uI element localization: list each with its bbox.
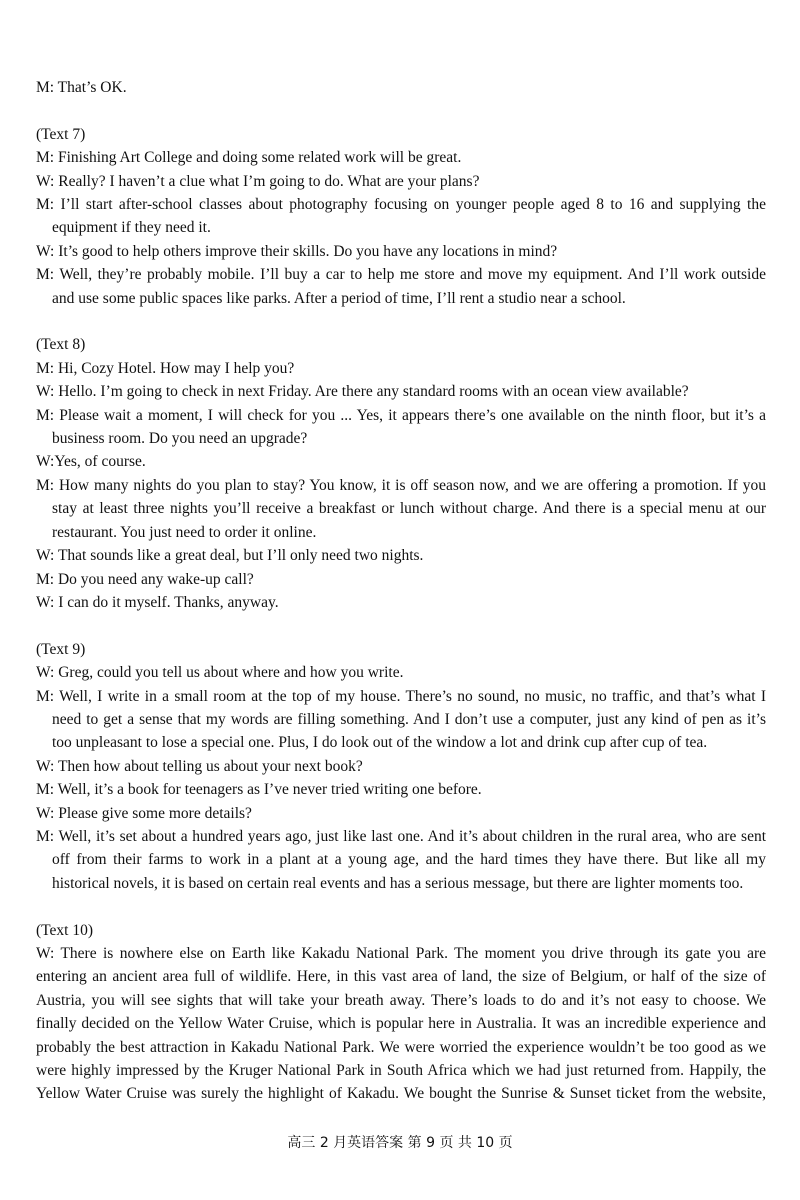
dialogue-line: W: Then how about telling us about your next book? [36,757,363,775]
monologue-line: Yellow Water Cruise was surely the highlight of Kakadu. We bought the Sunrise & Sunset ticket from the website, [36,1085,766,1103]
dialogue-line: W:Yes, of course. [36,453,146,471]
dialogue-line: M: Please wait a moment, I will check for you ... Yes, it appears there’s one available on the ninth floor, but it’s a [36,406,766,424]
dialogue-line: M: Finishing Art College and doing some related work will be great. [36,149,462,167]
paragraph-gap [36,895,766,918]
dialogue-line: M: I’ll start after-school classes about photography focusing on younger people aged 8 to 16 and supplying the [36,196,766,214]
dialogue-line-continuation: stay at least three nights you’ll receive a breakfast or lunch without charge. And there is a special menu at our [52,500,766,518]
section-heading-text-7: (Text 7) [36,125,86,143]
paragraph-gap [36,310,766,333]
monologue-line: finally decided on the Yellow Water Cruise, which is popular here in Australia. It was an incredible experience and [36,1015,766,1033]
monologue-line: were highly impressed by the Kruger National Park in South Africa which we had just returned from. Happily, the [36,1062,766,1079]
dialogue-line: W: Please give some more details? [36,804,252,822]
section-heading-text-10: (Text 10) [36,921,94,939]
dialogue-line: W: That sounds like a great deal, but I’ll only need two nights. [36,547,424,565]
dialogue-line: W: I can do it myself. Thanks, anyway. [36,593,279,611]
paragraph-gap [36,99,766,122]
dialogue-line: M: Well, it’s a book for teenagers as I’ve never tried writing one before. [36,781,482,799]
section-heading-text-8: (Text 8) [36,336,86,354]
dialogue-line: M: Well, I write in a small room at the top of my house. There’s no sound, no music, no traffic, and that’s what I [36,687,766,705]
dialogue-line-continuation: business room. Do you need an upgrade? [52,430,308,448]
dialogue-line: W: Hello. I’m going to check in next Friday. Are there any standard rooms with an ocean view available? [36,383,689,401]
dialogue-line-continuation: historical novels, it is based on certain real events and has a serious message, but there are lighter moments too. [52,874,744,892]
dialogue-line: M: That’s OK. [36,79,127,96]
dialogue-line-continuation: off from their farms to work in a plant at a young age, and the hard times they have there. But like all my [52,851,766,869]
dialogue-line-continuation: restaurant. You just need to order it online. [52,523,317,541]
dialogue-line: M: Well, they’re probably mobile. I’ll buy a car to help me store and move my equipment. And I’ll work outside [36,266,766,284]
paragraph-gap [36,614,766,637]
dialogue-line-continuation: need to get a sense that my words are filling something. And I don’t use a computer, just any kind of pen as it’s [52,710,766,728]
dialogue-line: W: It’s good to help others improve their skills. Do you have any locations in mind? [36,242,558,260]
transcript-body [36,76,766,1106]
monologue-line: probably the best attraction in Kakadu National Park. We were worried the experience wouldn’t be too good as we [36,1038,766,1056]
dialogue-line: M: Hi, Cozy Hotel. How may I help you? [36,359,295,377]
dialogue-line-continuation: and use some public spaces like parks. After a period of time, I’ll rent a studio near a school. [52,289,626,307]
dialogue-line: W: Really? I haven’t a clue what I’m going to do. What are your plans? [36,172,480,190]
dialogue-line: W: Greg, could you tell us about where and how you write. [36,664,404,682]
dialogue-line: M: How many nights do you plan to stay? You know, it is off season now, and we are offering a promotion. If you [36,476,766,494]
dialogue-line: M: Well, it’s set about a hundred years ago, just like last one. And it’s about children in the rural area, who are sent [36,827,766,845]
monologue-line: W: There is nowhere else on Earth like Kakadu National Park. The moment you drive through its gate you are [36,944,766,962]
dialogue-line-continuation: too unpleasant to lose a special one. Plus, I do look out of the window a lot and drink cup after cup of tea. [52,734,708,752]
page-footer: 高三 2 月英语答案 第 9 页 共 10 页 [287,1135,513,1151]
section-heading-text-9: (Text 9) [36,640,86,658]
monologue-line: Austria, you will see sights that will take your breath away. There’s loads to do and it’s not easy to choose. We [36,991,766,1009]
monologue-line: entering an ancient area full of wildlife. Here, in this vast area of land, the size of Belgium, or half of the size of [36,968,766,986]
dialogue-line-continuation: equipment if they need it. [52,219,211,237]
dialogue-line: M: Do you need any wake-up call? [36,570,254,588]
